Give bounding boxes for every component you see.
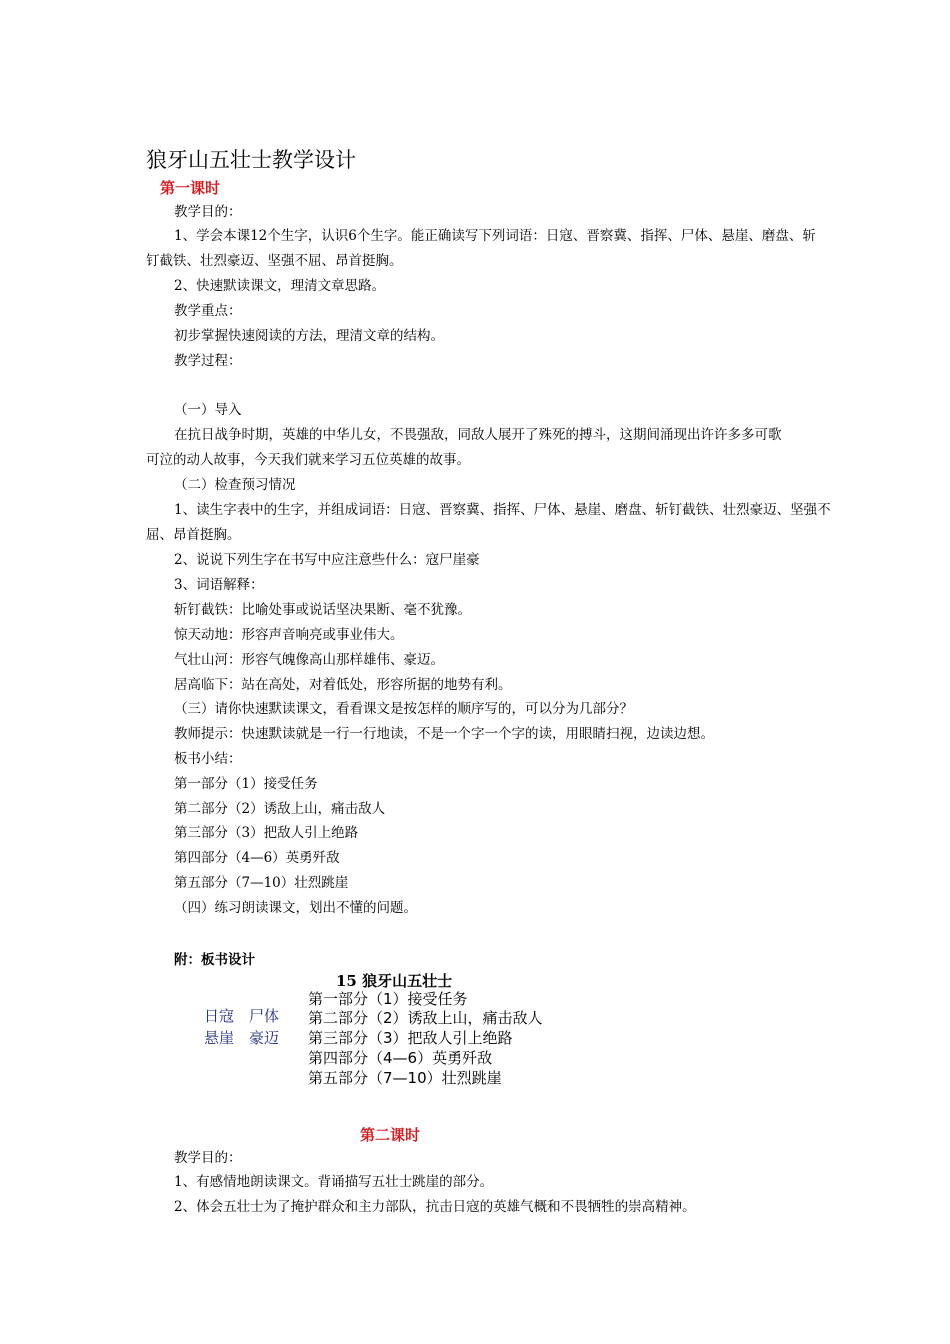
lesson1-goal1-line1: 1、学会本课12个生字，认识6个生字。能正确读写下列词语：日寇、晋察冀、指挥、尸体、悬崖、磨盘、斩 [174,228,816,244]
lesson1-process-label: 教学过程： [174,353,242,369]
lesson1-step4: （四）练习朗读课文，划出不懂的问题。 [174,900,417,916]
board-part: 第四部分（4—6）英勇歼敌 [308,1049,493,1067]
lesson1-summary-label: 板书小结： [174,751,242,767]
lesson1-part4: 第四部分（4—6）英勇歼敌 [174,850,340,866]
lesson2-goals-label: 教学目的： [174,1150,242,1166]
lesson1-step3: （三）请你快速默读课文，看看课文是按怎样的顺序写的，可以分为几部分？ [174,701,633,717]
lesson1-def3: 气壮山河：形容气魄像高山那样雄伟、豪迈。 [174,652,444,668]
lesson1-check3: 3、词语解释： [174,577,264,593]
board-part: 第五部分（7—10）壮烈跳崖 [308,1069,502,1087]
appendix-label: 附：板书设计 [174,952,255,968]
lesson1-intro-line1: 在抗日战争时期，英雄的中华儿女，不畏强敌，同敌人展开了殊死的搏斗，这期间涌现出许许多多可歌 [174,427,782,443]
board-title: 15 狼牙山五壮士 [336,972,453,990]
lesson1-intro-line2: 可泣的动人故事，今天我们就来学习五位英雄的故事。 [146,452,470,468]
lesson1-part1: 第一部分（1）接受任务 [174,776,318,792]
lesson1-focus-label: 教学重点： [174,303,242,319]
lesson1-check1-line2: 屈、昂首挺胸。 [146,527,241,543]
lesson1-check1-line1: 1、读生字表中的生字，并组成词语：日寇、晋察冀、指挥、尸体、悬崖、磨盘、斩钉截铁、壮烈豪迈、坚强不 [174,502,831,518]
board-word: 悬崖 [204,1029,235,1047]
lesson1-part5: 第五部分（7—10）壮烈跳崖 [174,875,349,891]
lesson2-goal2: 2、体会五壮士为了掩护群众和主力部队，抗击日寇的英雄气概和不畏牺牲的崇高精神。 [174,1199,696,1215]
board-part: 第三部分（3）把敌人引上绝路 [308,1029,513,1047]
lesson1-goals-label: 教学目的： [174,204,242,220]
board-word: 日寇 [204,1007,235,1025]
lesson2-heading: 第二课时 [360,1126,421,1144]
board-word: 豪迈 [249,1029,280,1047]
lesson1-step1: （一）导入 [174,402,242,418]
lesson1-part2: 第二部分（2）诱敌上山，痛击敌人 [174,801,386,817]
board-part: 第一部分（1）接受任务 [308,990,468,1008]
lesson2-goal1: 1、有感情地朗读课文。背诵描写五壮士跳崖的部分。 [174,1174,494,1190]
board-part: 第二部分（2）诱敌上山，痛击敌人 [308,1009,543,1027]
lesson1-part3: 第三部分（3）把敌人引上绝路 [174,825,359,841]
lesson1-step2: （二）检查预习情况 [174,477,296,493]
lesson1-tip: 教师提示：快速默读就是一行一行地读，不是一个字一个字的读，用眼睛扫视，边读边想。 [174,726,714,742]
lesson1-def2: 惊天动地：形容声音响亮或事业伟大。 [174,627,404,643]
lesson1-def1: 斩钉截铁：比喻处事或说话坚决果断、毫不犹豫。 [174,602,471,618]
lesson1-goal2: 2、快速默读课文，理清文章思路。 [174,278,386,294]
lesson1-def4: 居高临下：站在高处，对着低处，形容所据的地势有利。 [174,677,512,693]
document-title: 狼牙山五壮士教学设计 [146,148,356,172]
lesson1-heading: 第一课时 [160,179,221,197]
lesson1-focus: 初步掌握快速阅读的方法，理清文章的结构。 [174,328,444,344]
lesson1-check2: 2、说说下列生字在书写中应注意些什么：寇尸崖豪 [174,552,480,568]
blackboard-design [196,966,556,1090]
lesson1-goal1-line2: 钉截铁、壮烈豪迈、坚强不屈、昂首挺胸。 [146,253,403,269]
board-word: 尸体 [249,1007,280,1025]
